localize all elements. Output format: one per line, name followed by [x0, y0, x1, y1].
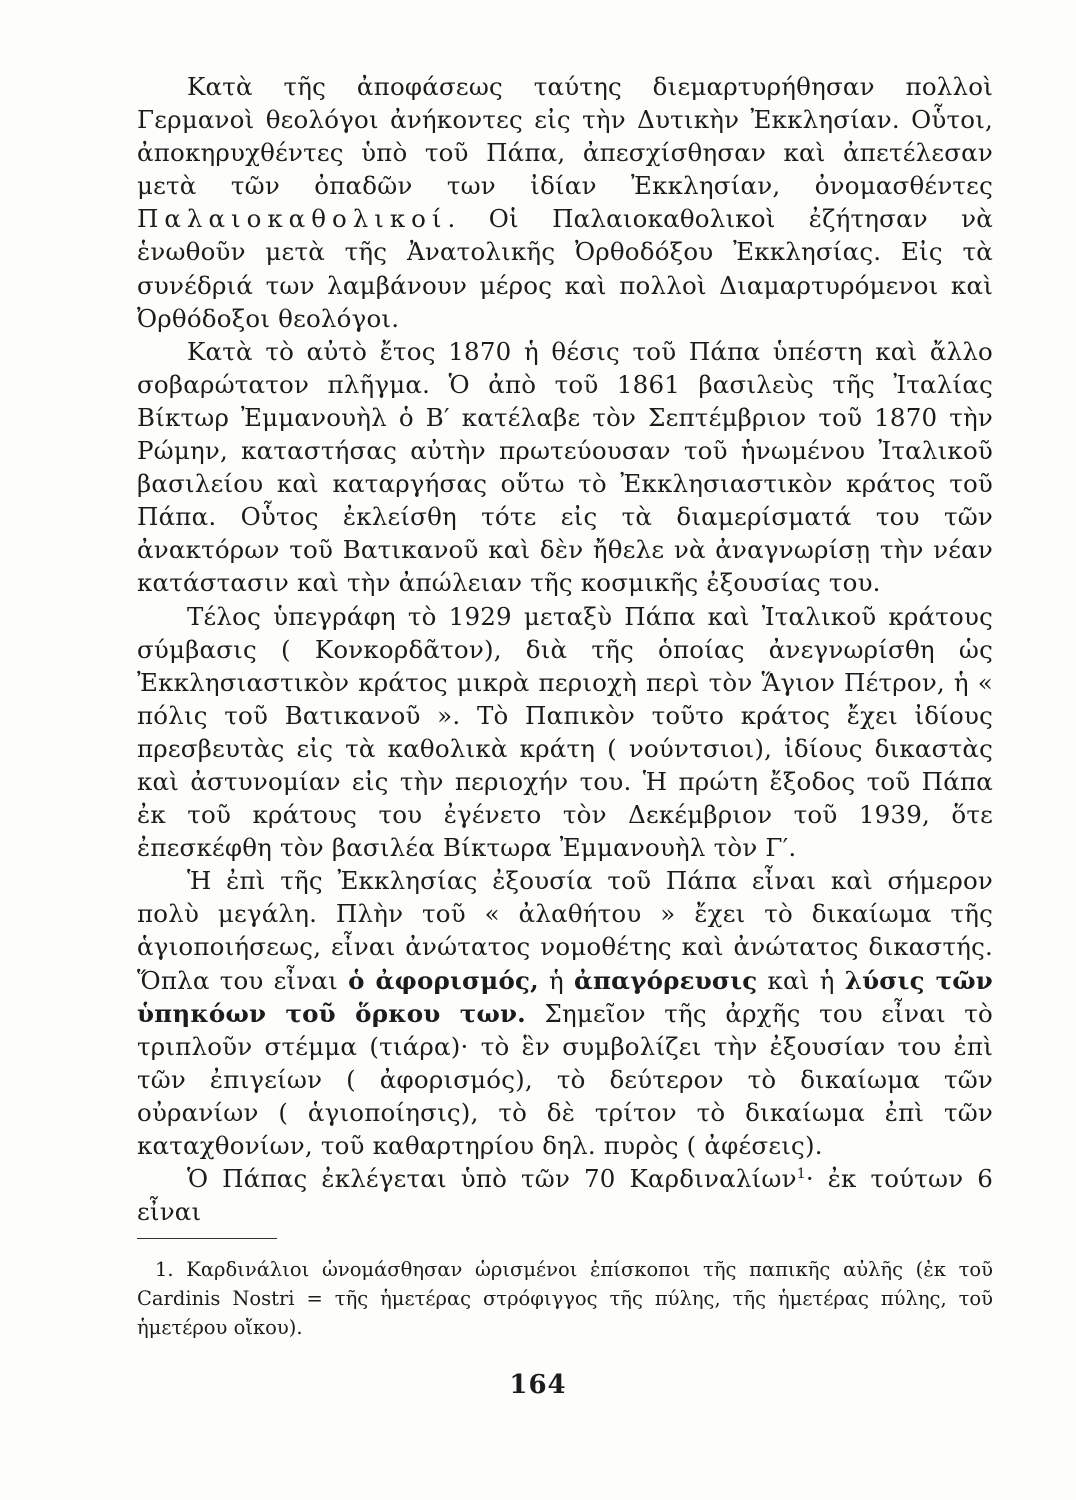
emphasis-text: ἀπαγόρευσις: [573, 965, 758, 995]
page-number: 164: [509, 1370, 567, 1400]
text-run: καὶ ἡ: [757, 965, 845, 995]
text-run: · ἐκ τούτων 6 εἶναι: [137, 1164, 993, 1227]
emphasis-text: ὁ ἀφορισμός,: [348, 965, 539, 995]
paragraph-1: [137, 70, 993, 335]
spaced-emphasis-text: Παλαιοκαθολικοί: [137, 204, 448, 234]
text-run: . Οἱ Παλαιοκαθολικοὶ ἐζήτησαν νὰ ἑνωθοῦν μετὰ τῆς Ἀνατολικῆς Ὀρθοδόξου Ἐκκλησίας. Εἰς τὰ συνέδριά των λαμβάνουν μέρος καὶ πολλοὶ Διαμαρτυρόμενοι καὶ Ὀρθόδοξοι θεολόγοι.: [137, 204, 993, 333]
body-text: [137, 70, 993, 1228]
text-run: Ὁ Πάπας ἐκλέγεται ὑπὸ τῶν 70 Καρδιναλίων: [187, 1164, 797, 1194]
text-run: Ἡ ἐπὶ τῆς Ἐκκλησίας ἐξουσία τοῦ Πάπα εἶναι καὶ σήμερον πολὺ μεγάλη. Πλὴν τοῦ « ἀλαθήτου » ἔχει τὸ δικαίωμα τῆς ἁγιοποιήσεως, εἶναι ἀνώτατος νομοθέτης καὶ ἀνώτατος δικαστής. Ὅπλα του εἶναι: [137, 866, 993, 995]
footnote-marker: 1: [796, 1165, 806, 1182]
text-run: ἡ: [538, 965, 574, 995]
paragraph-2: [137, 335, 993, 600]
text-run: Τέλος ὑπεγράφη τὸ 1929 μεταξὺ Πάπα καὶ Ἰταλικοῦ κράτους σύμβασις ( Κονκορδᾶτον), διὰ τῆς ὁποίας ἀνεγνωρίσθη ὡς Ἐκκλησιαστικὸν κράτος μικρὰ περιοχὴ περὶ τὸν Ἅγιον Πέτρον, ἡ « πόλις τοῦ Βατικανοῦ ». Τὸ Παπικὸν τοῦτο κράτος ἔχει ἰδίους πρεσβευτὰς εἰς τὰ καθολικὰ κράτη ( νούντσιοι), ἰδίους δικαστὰς καὶ ἀστυνομίαν εἰς τὴν περιοχήν του. Ἡ πρώτη ἔξοδος τοῦ Πάπα ἐκ τοῦ κράτους του ἐγένετο τὸν Δεκέμβριον τοῦ 1939, ὅτε ἐπεσκέφθη τὸν βασιλέα Βίκτωρα Ἐμμανουὴλ τὸν Γ′.: [137, 601, 993, 863]
text-run: Κατὰ τὸ αὐτὸ ἔτος 1870 ἡ θέσις τοῦ Πάπα ὑπέστη καὶ ἄλλο σοβαρώτατον πλῆγμα. Ὁ ἀπὸ τοῦ 1861 βασιλεὺς τῆς Ἰταλίας Βίκτωρ Ἐμμανουὴλ ὁ Β′ κατέλαβε τὸν Σεπτέμβριον τοῦ 1870 τὴν Ρώμην, καταστήσας αὐτὴν πρωτεύουσαν τοῦ ἡνωμένου Ἰταλικοῦ βασιλείου καὶ καταργήσας οὕτω τὸ Ἐκκλησιαστικὸν κράτος τοῦ Πάπα. Οὗτος ἐκλείσθη τότε εἰς τὰ διαμερίσματά του τῶν ἀνακτόρων τοῦ Βατικανοῦ καὶ δὲν ἤθελε νὰ ἀναγνωρίσῃ τὴν νέαν κατάστασιν καὶ τὴν ἀπώλειαν τῆς κοσμικῆς ἐξουσίας του.: [137, 336, 993, 598]
paragraph-5: [137, 1162, 993, 1228]
footnote-divider: [137, 1238, 277, 1239]
text-run: Κατὰ τῆς ἀποφάσεως ταύτης διεμαρτυρήθησαν πολλοὶ Γερμανοὶ θεολόγοι ἀνήκοντες εἰς τὴν Δυτικὴν Ἐκκλησίαν. Οὗτοι, ἀποκηρυχθέντες ὑπὸ τοῦ Πάπα, ἀπεσχίσθησαν καὶ ἀπετέλεσαν μετὰ τῶν ὀπαδῶν των ἰδίαν Ἐκκλησίαν, ὀνομασθέντες: [137, 72, 993, 201]
emphasis-text: λύσις τῶν ὑπηκόων τοῦ ὅρκου των.: [137, 965, 993, 1028]
text-run: Σημεῖον τῆς ἀρχῆς του εἶναι τὸ τριπλοῦν στέμμα (τιάρα)· τὸ ἓν συμβολίζει τὴν ἐξουσίαν του ἐπὶ τῶν ἐπιγείων ( ἀφορισμός), τὸ δεύτερον τὸ δικαίωμα τῶν οὐρανίων ( ἁγιοποίησις), τὸ δὲ τρίτον τὸ δικαίωμα ἐπὶ τῶν καταχθονίων, τοῦ καθαρτηρίου δηλ. πυρὸς ( ἀφέσεις).: [137, 998, 993, 1160]
footnote: 1. Καρδινάλιοι ὠνομάσθησαν ὡρισμένοι ἐπίσκοποι τῆς παπικῆς αὐλῆς (ἐκ τοῦ Cardinis Nostri = τῆς ἡμετέρας στρόφιγγος τῆς πύλης, τῆς ἡμετέρας πύλης, τοῦ ἡμετέρου οἴκου).: [137, 1258, 993, 1339]
paragraph-4: [137, 864, 993, 1162]
paragraph-3: [137, 600, 993, 865]
